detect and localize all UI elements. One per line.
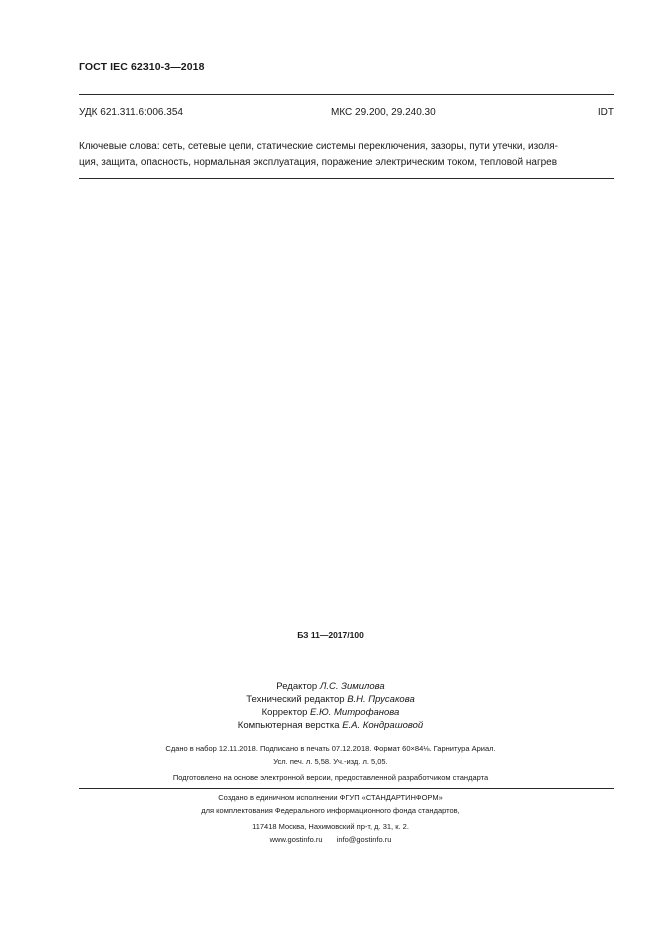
publisher-email-link[interactable]: info@gostinfo.ru [336,834,392,844]
publisher-contacts [0,834,661,847]
mks-code: МКС 29.200, 29.240.30 [331,107,436,118]
publisher-line-2: для комплектования Федерального информационного фонда стандартов, [201,805,460,815]
tech-editor-name: В.Н. Прусакова [347,694,415,705]
proofreader-name: Е.Ю. Митрофанова [310,707,400,718]
keywords-divider [79,178,614,179]
publisher-address: 117418 Москва, Нахимовский пр-т, д. 31, к. 2. [252,822,409,831]
top-divider [79,94,614,95]
idt-marker: IDT [597,107,614,118]
layout-label: Компьютерная верстка [237,720,340,731]
standard-number: ГОСТ IEC 62310-3—2018 [79,61,205,73]
editor-row [0,680,661,693]
print-info-block [0,742,661,768]
print-info-line-2: Усл. печ. л. 5,58. Уч.-изд. л. 5,05. [273,757,388,766]
proofreader-row [0,706,661,719]
proofreader-label: Корректор [261,707,308,718]
keywords-block [79,139,619,170]
keywords-line-2: ция, защита, опасность, нормальная эксплуатация, поражение электрическим током, тепловой нагрев [79,156,558,168]
tech-editor-row [0,693,661,706]
editor-name: Л.С. Зимилова [319,681,385,692]
layout-row [0,719,661,732]
prepared-note: Подготовлено на основе электронной версии, предоставленной разработчиком стандарта [172,773,489,782]
bottom-divider [79,788,614,789]
tech-editor-label: Технический редактор [246,694,345,705]
publisher-website-link[interactable]: www.gostinfo.ru [269,834,323,844]
credits-block [0,680,661,732]
udk-code: УДК 621.311.6:006.354 [79,107,183,118]
print-info-line-1: Сдано в набор 12.11.2018. Подписано в печать 07.12.2018. Формат 60×84⅛. Гарнитура Ариал. [165,744,496,753]
editor-label: Редактор [276,681,318,692]
classification-codes [79,107,614,121]
keywords-line-1: Ключевые слова: сеть, сетевые цепи, статические системы переключения, зазоры, пути утечки, изоля- [79,141,558,152]
layout-name: Е.А. Кондрашовой [342,720,424,731]
publisher-block [0,792,661,846]
publisher-line-1: Создано в единичном исполнении ФГУП «СТАНДАРТИНФОРМ» [218,793,443,802]
bz-number: БЗ 11—2017/100 [297,630,364,640]
